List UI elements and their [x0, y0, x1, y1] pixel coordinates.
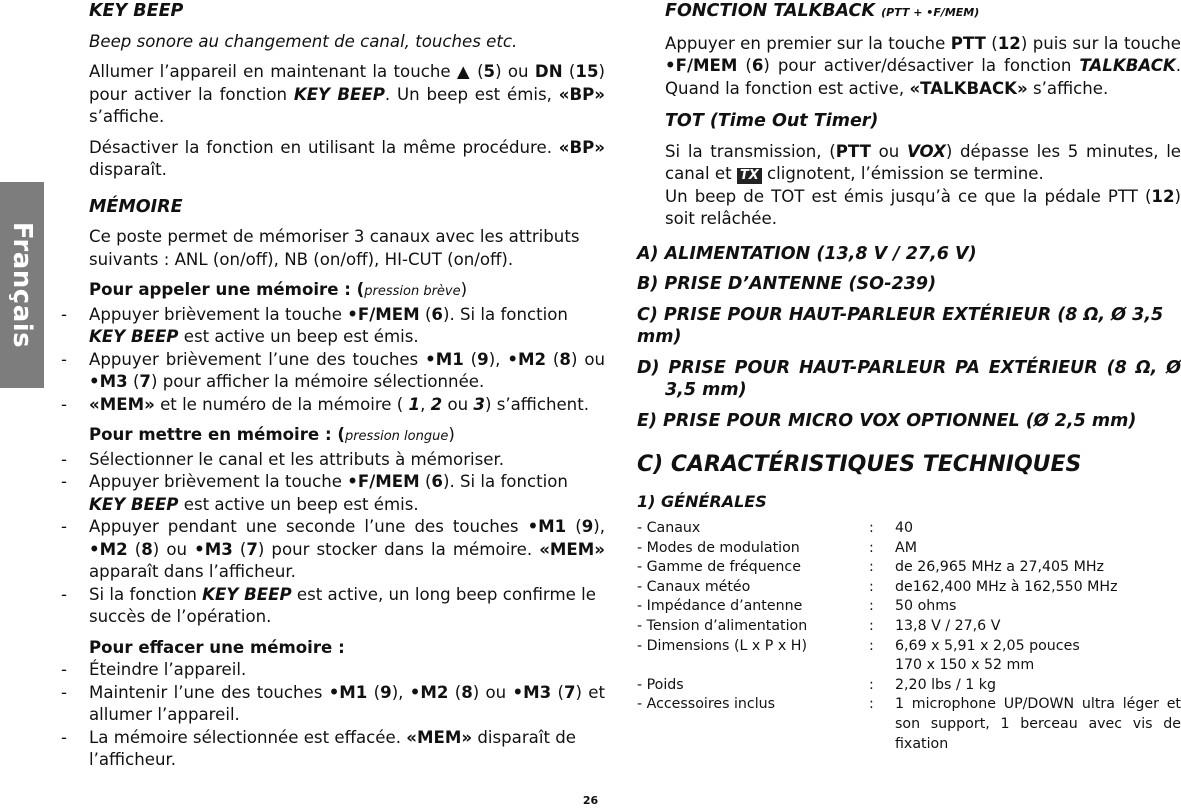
table-row: - Modes de modulation : AM: [637, 539, 917, 556]
tot-title: TOT (Time Out Timer): [665, 111, 879, 131]
language-tab-label: Français: [7, 221, 37, 349]
call-memory-title: Pour appeler une mémoire : (pression brève): [89, 280, 468, 299]
key-beep-title: KEY BEEP: [89, 1, 184, 21]
table-row: - Canaux météo : de162,400 MHz à 162,550 MHz: [637, 578, 1118, 595]
section-d: D) PRISE POUR HAUT-PARLEUR PA EXTÉRIEUR (8 Ω, Ø 3,5 mm): [637, 357, 1181, 400]
delete-memory-title: Pour effacer une mémoire :: [89, 637, 345, 657]
table-row: - Impédance d’antenne : 50 ohms: [637, 598, 957, 615]
key-beep-paragraph: Allumer l’appareil en maintenant la touche ▲ (5) ou DN (15) pour activer la fonction KEY BEEP. Un beep est émis, «BP» s’affiche.: [89, 62, 605, 126]
table-row: - Poids : 2,20 lbs / 1 kg: [637, 676, 996, 693]
general-title: 1) GÉNÉRALES: [637, 491, 767, 511]
table-row: - Canaux : 40: [637, 520, 914, 536]
list-item: - Éteindre l’appareil.: [61, 660, 247, 679]
section-e: E) PRISE POUR MICRO VOX OPTIONNEL (Ø 2,5 mm): [637, 410, 1137, 431]
list-item: - Appuyer brièvement l’une des touches •M1 (9), •M2 (8) ou •M3 (7) pour afficher la mémoire sélectionnée.: [61, 349, 606, 391]
list-item: - Si la fonction KEY BEEP est active, un long beep confirme le succès de l’opération.: [61, 584, 596, 626]
table-row: - Gamme de fréquence : de 26,965 MHz a 27,405 MHz: [637, 559, 1104, 576]
list-item: - Maintenir l’une des touches •M1 (9), •M2 (8) ou •M3 (7) et allumer l’appareil.: [61, 682, 606, 724]
list-item: - La mémoire sélectionnée est effacée. «MEM» disparaît de l’afficheur.: [61, 727, 576, 769]
right-column: [637, 0, 1181, 754]
memory-intro: Ce poste permet de mémoriser 3 canaux avec les attributs suivants : ANL (on/off), NB (on/off), HI-CUT (on/off).: [89, 227, 580, 269]
key-beep-disable: Désactiver la fonction en utilisant la même procédure. «BP» disparaît.: [89, 137, 605, 179]
talkback-title: FONCTION TALKBACK (PTT + •F/MEM): [665, 1, 980, 21]
list-item: - «MEM» et le numéro de la mémoire ( 1, 2 ou 3) s’affichent.: [61, 394, 589, 414]
list-item: - Sélectionner le canal et les attributs à mémoriser.: [61, 449, 505, 469]
table-row: 170 x 150 x 52 mm: [895, 657, 1035, 674]
spec-table: [637, 519, 1181, 754]
list-item: - Appuyer pendant une seconde l’une des touches •M1 (9), •M2 (8) ou •M3 (7) pour stocker dans la mémoire. «MEM» apparaît dans l’afficheur.: [61, 517, 606, 581]
table-row: - Dimensions (L x P x H) : 6,69 x 5,91 x 2,05 pouces: [637, 637, 1080, 654]
language-tab: [0, 182, 44, 388]
up-arrow-icon: ▲: [456, 62, 471, 81]
section-a: A) ALIMENTATION (13,8 V / 27,6 V): [637, 243, 977, 264]
tx-indicator-icon: TX: [737, 168, 762, 184]
list-item: - Appuyer brièvement la touche •F/MEM (6). Si la fonction KEY BEEP est active un beep est émis.: [61, 472, 568, 514]
talkback-paragraph: Appuyer en premier sur la touche PTT (12) puis sur la touche •F/MEM (6) pour activer/désactiver la fonction TALKBACK. Quand la fonction est active, «TALKBACK» s’affiche.: [665, 33, 1181, 98]
key-beep-subtitle: Beep sonore au changement de canal, touches etc.: [89, 31, 518, 51]
tech-specs-title: C) CARACTÉRISTIQUES TECHNIQUES: [637, 452, 1082, 477]
memory-title: MÉMOIRE: [89, 196, 183, 217]
table-row: - Tension d’alimentation : 13,8 V / 27,6 V: [637, 617, 1001, 634]
left-column: [61, 0, 606, 772]
table-row: - Accessoires inclus : 1 microphone UP/DOWN ultra léger et son support, 1 berceau avec vis de fixation: [637, 696, 1181, 752]
section-c: C) PRISE POUR HAUT-PARLEUR EXTÉRIEUR (8 Ω, Ø 3,5 mm): [637, 304, 1164, 347]
page-number: 26: [582, 794, 599, 807]
section-b: B) PRISE D’ANTENNE (SO-239): [637, 274, 937, 294]
tot-paragraph: Si la transmission, (PTT ou VOX) dépasse les 5 minutes, le canal et TX clignotent, l’émission se termine. Un beep de TOT est émis jusqu’à ce que la pédale PTT (12) soit relâchée.: [665, 141, 1181, 228]
store-memory-title: Pour mettre en mémoire : (pression longue): [89, 425, 455, 444]
list-item: - Appuyer brièvement la touche •F/MEM (6). Si la fonction KEY BEEP est active un beep est émis.: [61, 304, 568, 346]
